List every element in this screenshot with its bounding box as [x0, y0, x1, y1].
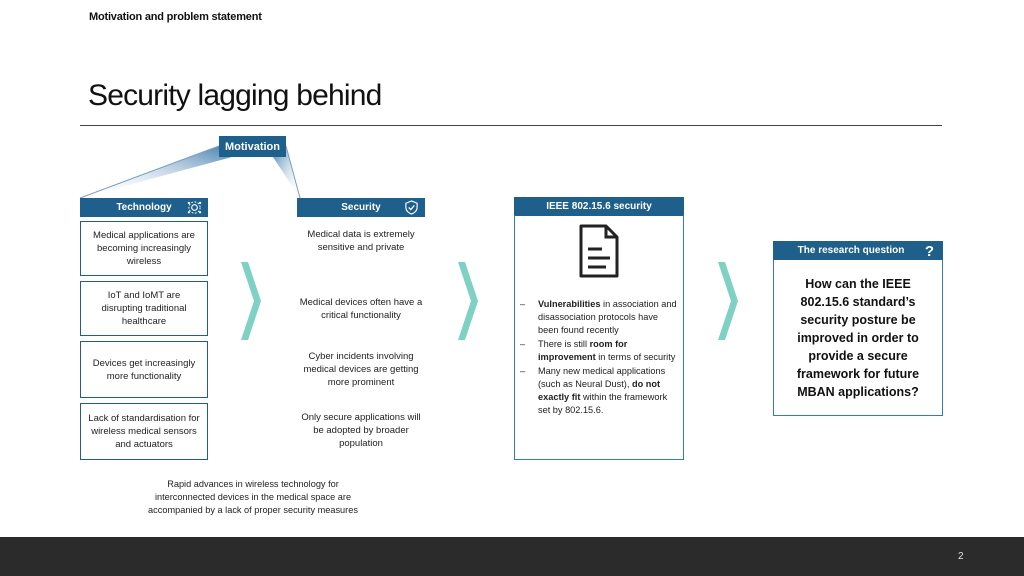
- chevron-right-icon: [458, 262, 480, 340]
- ieee-bullet-list: [520, 298, 680, 417]
- fan-edge-left: [80, 146, 219, 198]
- security-header: [297, 198, 425, 217]
- page-number: 2: [958, 551, 964, 562]
- page-title: Security lagging behind: [88, 79, 382, 112]
- chevron-right-icon: [718, 262, 740, 340]
- ieee-bullet-3: – Many new medical applications (such as Neural Dust), do not exactly fit within the framework set by 802.15.6.: [520, 366, 668, 415]
- ieee-header: [514, 197, 684, 216]
- technology-header: [80, 198, 208, 217]
- fan-left: [80, 146, 232, 198]
- summary-text: Rapid advances in wireless technology for interconnected devices in the medical space are accompanied by a lack of proper security measures: [148, 479, 358, 515]
- section-label: Motivation and problem statement: [89, 11, 262, 23]
- security-header-label: Security: [341, 202, 381, 213]
- network-gear-icon: [187, 200, 202, 215]
- shield-check-icon: [404, 200, 419, 215]
- ieee-header-label: IEEE 802.15.6 security: [546, 201, 652, 212]
- technology-card-4: Lack of standardisation for wireless medical sensors and actuators: [80, 403, 208, 460]
- technology-header-label: Technology: [116, 202, 172, 213]
- document-icon: [578, 223, 620, 279]
- security-text-2: Medical devices often have a critical functionality: [299, 297, 423, 321]
- ieee-bullet-1: – Vulnerabilities in association and disassociation protocols have been found recently: [520, 299, 677, 335]
- security-text-4: Only secure applications will be adopted by broader population: [301, 412, 421, 449]
- motivation-tab: Motivation: [219, 136, 286, 157]
- research-header: [773, 241, 943, 260]
- security-text-3: Cyber incidents involving medical devices are getting more prominent: [303, 351, 419, 388]
- security-text-1: Medical data is extremely sensitive and private: [307, 229, 415, 253]
- research-header-label: The research question: [797, 245, 905, 256]
- technology-card-3: Devices get increasingly more functionality: [80, 341, 208, 398]
- question-mark-icon: [922, 243, 937, 258]
- svg-text:?: ?: [924, 243, 935, 258]
- footer-bar: [0, 537, 1024, 576]
- technology-card-2: IoT and IoMT are disrupting traditional healthcare: [80, 281, 208, 336]
- title-divider: [80, 125, 942, 126]
- research-question: How can the IEEE 802.15.6 standard’s security posture be improved in order to provide a secure framework for future MBAN applications?: [796, 277, 920, 399]
- technology-card-1: Medical applications are becoming increasingly wireless: [80, 221, 208, 276]
- chevron-right-icon: [241, 262, 263, 340]
- ieee-bullet-2: – There is still room for improvement in terms of security: [520, 339, 676, 362]
